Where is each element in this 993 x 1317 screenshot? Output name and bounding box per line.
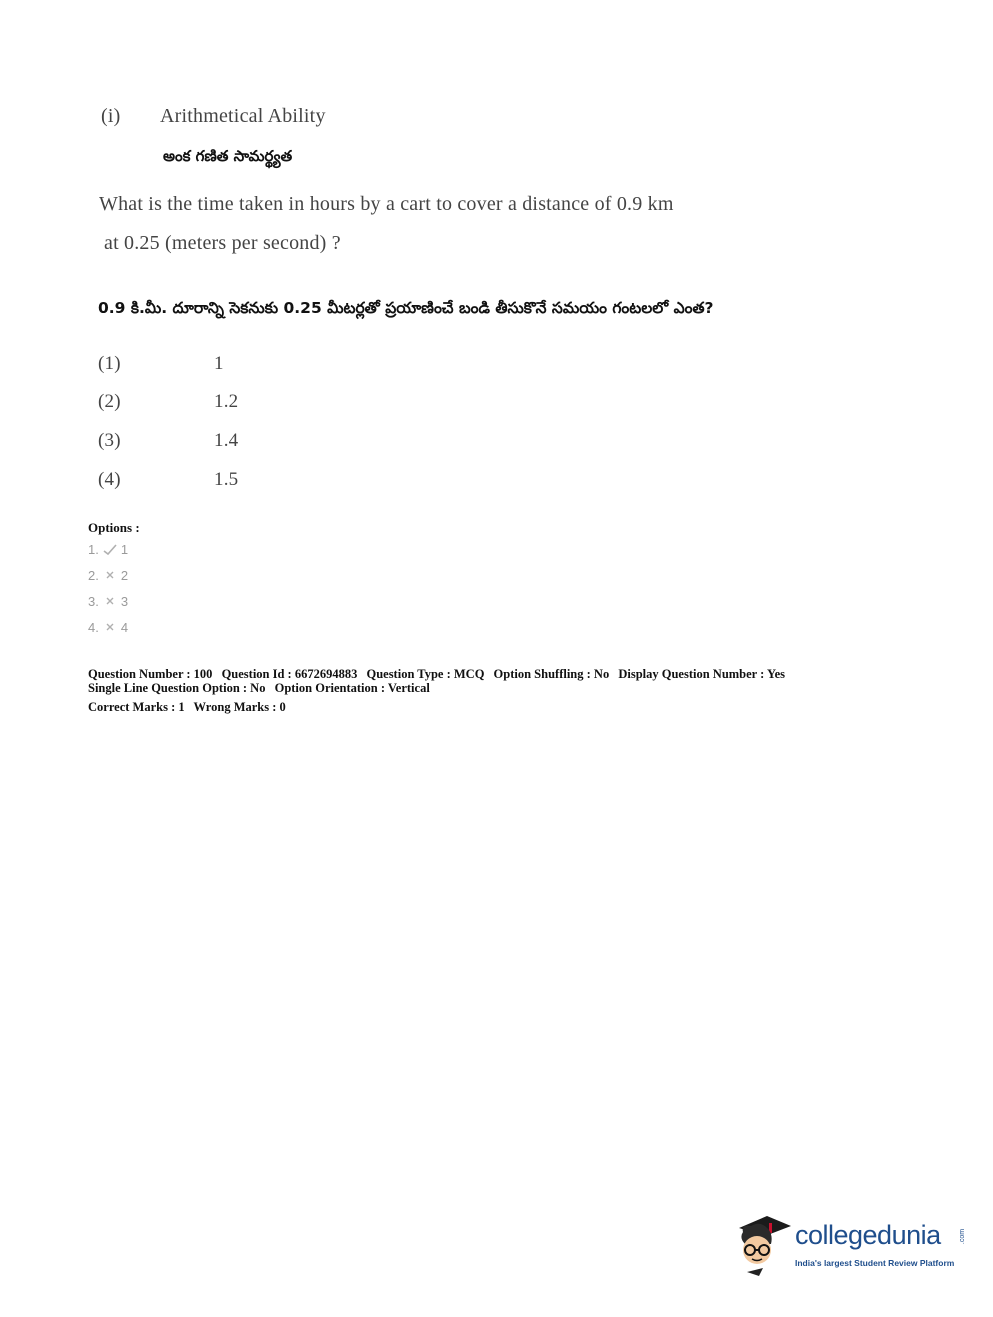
question-meta-line2 [88,681,436,696]
question-text-english-line1: What is the time taken in hours by a cart to cover a distance of 0.9 km [99,193,674,215]
options-label: Options : [88,520,140,535]
section-number: (i) [101,105,121,127]
logo-name: collegedunia [795,1220,941,1250]
choice-value: 1 [214,353,224,374]
meta-option-shuffling: Option Shuffling : No [493,667,610,681]
check-icon [103,544,117,556]
answer-option [88,542,128,557]
meta-wrong-marks: Wrong Marks : 0 [193,700,286,714]
cross-icon [103,596,117,608]
answer-option-index: 1. [88,542,99,557]
answer-option [88,594,128,609]
student-mascot-icon [733,1210,793,1280]
collegedunia-logo [733,1210,967,1280]
answer-option-index: 3. [88,594,99,609]
answer-option [88,568,128,583]
logo-tagline: India's largest Student Review Platform [795,1258,955,1268]
answer-option [88,620,128,635]
question-text-telugu: 0.9 కి.మీ. దూరాన్ని సెకనుకు 0.25 మీటర్లతో ప్రయాణించే బండి తీసుకొనే సమయం గంటలలో ఎంత? [98,299,714,317]
logo-suffix: .com [959,1228,967,1245]
meta-question-id: Question Id : 6672694883 [221,667,358,681]
question-meta-line1 [88,667,791,682]
answer-option-value: 1 [120,542,129,557]
choice-value: 1.2 [214,391,239,412]
meta-question-type: Question Type : MCQ [366,667,485,681]
cross-icon [103,622,117,634]
meta-single-line: Single Line Question Option : No [88,681,266,695]
choice-value: 1.4 [214,430,239,451]
answer-option-value: 3 [120,594,129,609]
meta-display-question-number: Display Question Number : Yes [618,667,786,681]
question-meta-line3 [88,700,292,715]
choice-number: (4) [98,469,121,490]
meta-orientation: Option Orientation : Vertical [274,681,430,695]
question-text-english-line2: at 0.25 (meters per second) ? [104,232,341,254]
choice-number: (3) [98,430,121,451]
meta-correct-marks: Correct Marks : 1 [88,700,185,714]
answer-option-index: 4. [88,620,99,635]
meta-question-number: Question Number : 100 [88,667,213,681]
cross-icon [103,570,117,582]
section-title-telugu: అంక గణిత సామర్థ్యత [163,147,293,165]
choice-number: (1) [98,353,121,374]
answer-option-value: 2 [120,568,129,583]
section-title: Arithmetical Ability [160,105,326,127]
choice-number: (2) [98,391,121,412]
answer-option-index: 2. [88,568,99,583]
choice-value: 1.5 [214,469,239,490]
answer-option-value: 4 [120,620,129,635]
